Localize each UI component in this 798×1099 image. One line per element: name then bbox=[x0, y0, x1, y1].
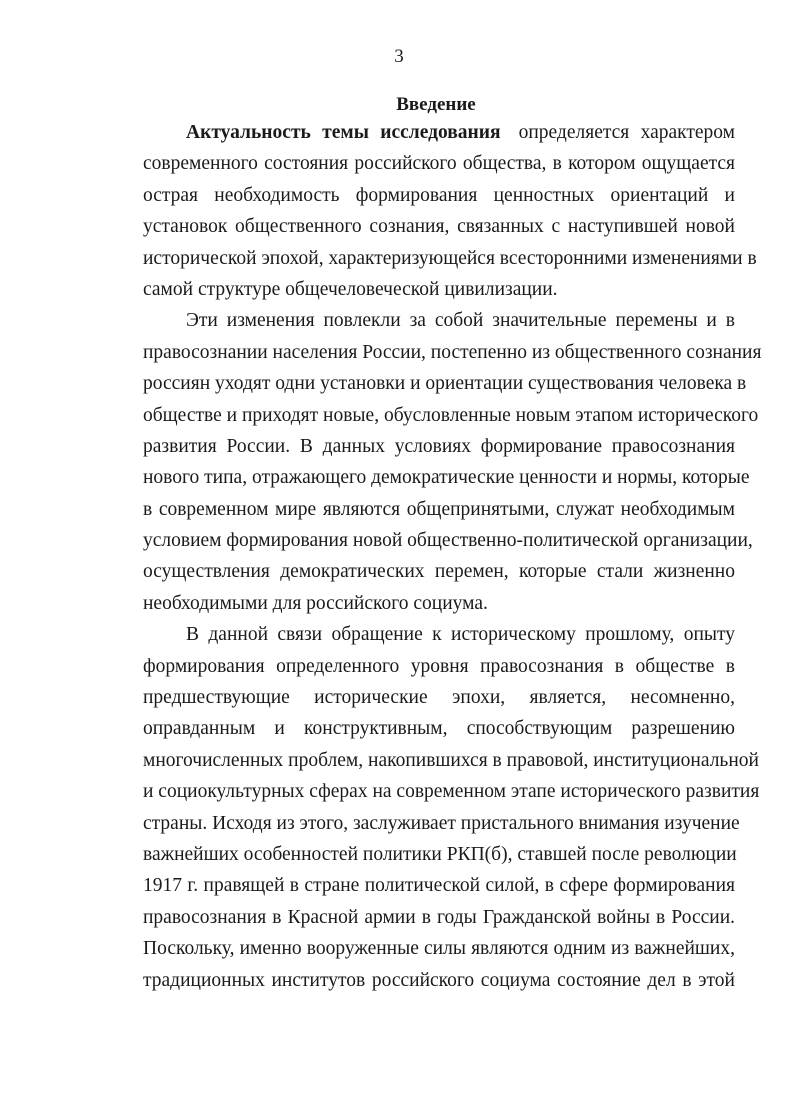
paragraph-line: установок общественного сознания, связанных с наступившей новой bbox=[143, 216, 735, 238]
paragraph-line: в современном мире являются общепринятыми, служат необходимым bbox=[143, 498, 735, 520]
paragraph-line: обществе и приходят новые, обусловленные новым этапом исторического bbox=[143, 404, 759, 426]
paragraph-line: В данной связи обращение к историческому прошлому, опыту bbox=[186, 624, 735, 646]
paragraph-line: 1917 г. правящей в стране политической силой, в сфере формирования bbox=[143, 875, 735, 897]
paragraph-line: формирования определенного уровня правосознания в обществе в bbox=[143, 655, 735, 677]
paragraph-line: многочисленных проблем, накопившихся в правовой, институциональной bbox=[143, 749, 759, 771]
paragraph-1-line-1 bbox=[143, 117, 735, 148]
paragraph-line: важнейших особенностей политики РКП(б), ставшей после революции bbox=[143, 843, 737, 865]
paragraph-line: правосознания в Красной армии в годы Гражданской войны в России. bbox=[143, 906, 735, 928]
page-number: 3 bbox=[394, 46, 404, 67]
paragraph-line: Эти изменения повлекли за собой значительные перемены и в bbox=[186, 310, 735, 332]
body-text bbox=[143, 117, 762, 996]
section-heading: Введение bbox=[396, 94, 476, 115]
paragraph-line: условием формирования новой общественно-политической организации, bbox=[143, 530, 753, 552]
paragraph-line: правосознании населения России, постепенно из общественного сознания bbox=[143, 341, 762, 363]
paragraph-line: нового типа, отражающего демократические ценности и нормы, которые bbox=[143, 467, 750, 489]
paragraph-line: современного состояния российского общества, в котором ощущается bbox=[143, 153, 735, 175]
paragraph-line: необходимыми для российского социума. bbox=[143, 592, 488, 614]
topic-relevance-lead: Актуальность темы исследования bbox=[186, 122, 501, 143]
paragraph-line: страны. Исходя из этого, заслуживает пристального внимания изучение bbox=[143, 812, 740, 834]
paragraph-line: осуществления демократических перемен, которые стали жизненно bbox=[143, 561, 735, 583]
paragraph-line: Поскольку, именно вооруженные силы являются одним из важнейших, bbox=[143, 938, 735, 960]
paragraph-line: россиян уходят одни установки и ориентации существования человека в bbox=[143, 373, 747, 395]
paragraph-line: и социокультурных сферах на современном этапе исторического развития bbox=[143, 781, 760, 803]
paragraph-line: оправданным и конструктивным, способствующим разрешению bbox=[143, 718, 735, 740]
paragraph-line: самой структуре общечеловеческой цивилизации. bbox=[143, 278, 558, 300]
paragraph-line: развития России. В данных условиях формирование правосознания bbox=[143, 435, 735, 457]
paragraph-line: острая необходимость формирования ценностных ориентаций и bbox=[143, 184, 735, 206]
paragraph-line-text: определяется характером bbox=[518, 122, 735, 143]
paragraph-line: традиционных институтов российского социума состояние дел в этой bbox=[143, 969, 735, 991]
paragraph-line: предшествующие исторические эпохи, является, несомненно, bbox=[143, 687, 735, 709]
paragraph-line: исторической эпохой, характеризующейся всесторонними изменениями в bbox=[143, 247, 757, 269]
